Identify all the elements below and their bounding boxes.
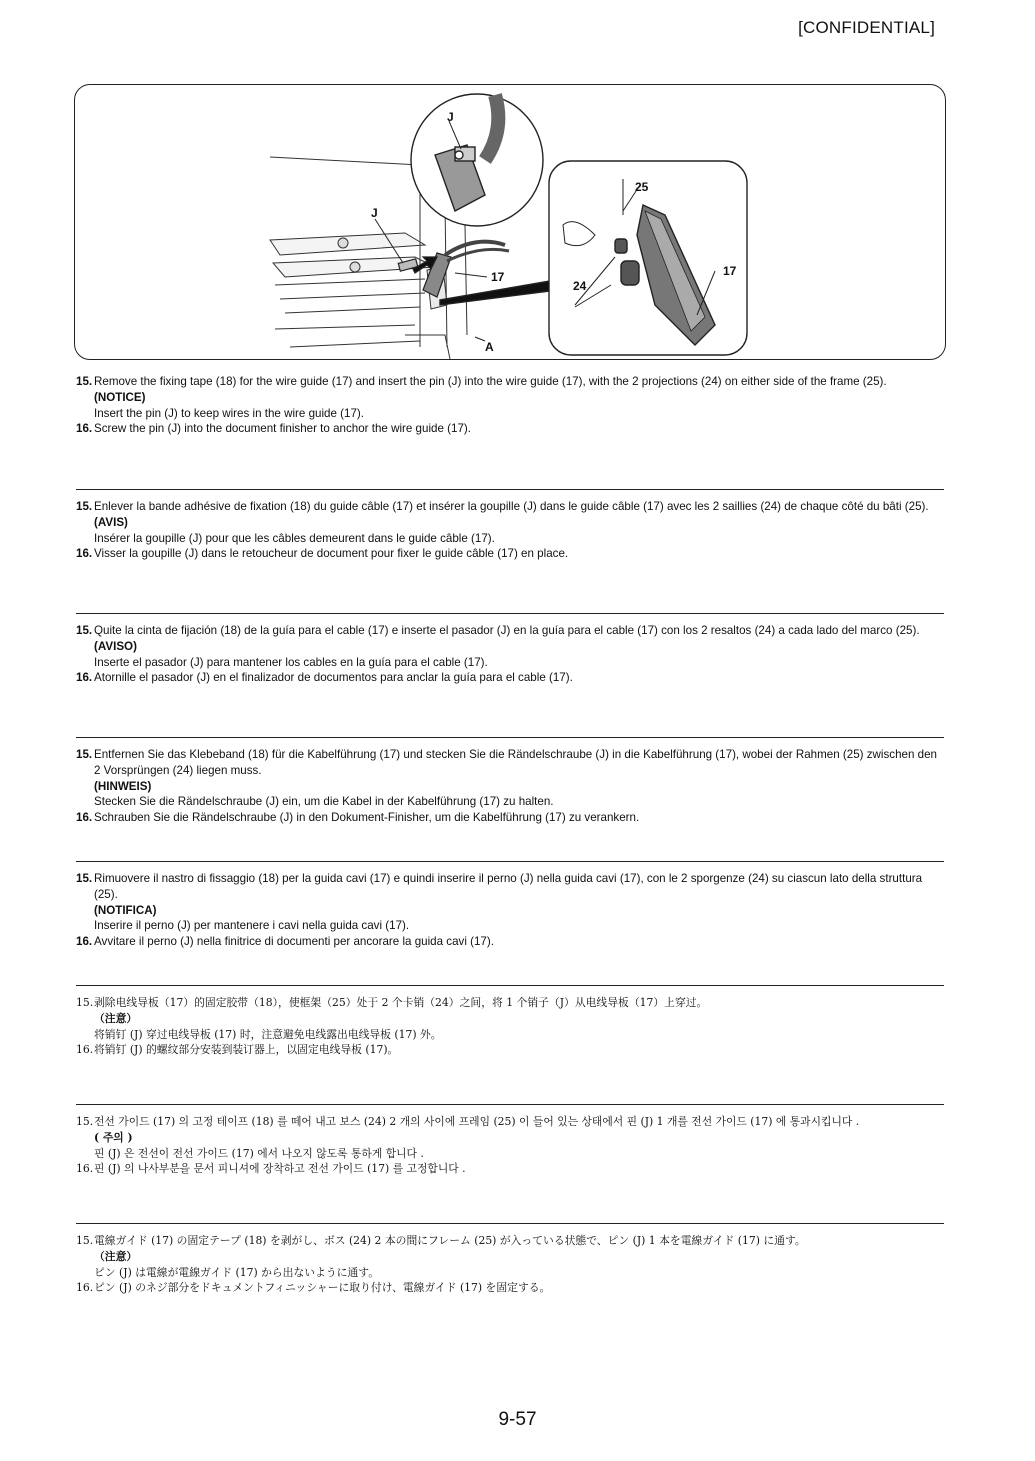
step-number: 16. [76,1281,94,1295]
step-16-text: ピン (J) のネジ部分をドキュメントフィニッシャーに取り付け、電線ガイド (17) を固定する。 [94,1281,551,1295]
instructions-korean [76,1104,944,1177]
step-16-text: Screw the pin (J) into the document finisher to anchor the wire guide (17). [94,422,471,436]
notice-text: Insert the pin (J) to keep wires in the wire guide (17). [94,406,365,420]
label-25: 25 [635,180,649,194]
step-number: 15. [76,1115,94,1128]
instructions-german [76,737,944,826]
confidential-header: [CONFIDENTIAL] [798,18,935,37]
notice-text: 将销钉 (J) 穿过电线导板 (17) 时，注意避免电线露出电线导板 (17) 外。 [94,1027,442,1041]
notice-title: (AVISO) [94,639,137,653]
instructions-english [76,374,944,437]
step-15-text: Remove the fixing tape (18) for the wire guide (17) and insert the pin (J) into the wire guide (17), with the 2 projections (24) on either side of the frame (25). [94,375,887,388]
step-16-text: Atornille el pasador (J) en el finalizador de documentos para anclar la guía para el cable (17). [94,671,573,685]
notice-text: Inserire il perno (J) per mantenere i cavi nella guida cavi (17). [94,919,410,933]
step-15-text: Entfernen Sie das Klebeband (18) für die Kabelführung (17) und stecken Sie die Rändelschraube (J) in die Kabelführung (17), wobei der Rahmen (25) zwischen den 2 Vorsprüngen (24) liegen muss. [94,748,937,777]
step-16-text: Avvitare il perno (J) nella finitrice di documenti per ancorare la guida cavi (17). [94,935,494,949]
label-j-main: J [371,206,378,220]
step-16-text: 将销钉 (J) 的螺纹部分安装到装订器上，以固定电线导板 (17)。 [94,1043,399,1057]
step-15-text: 電線ガイド (17) の固定テープ (18) を剥がし、ボス (24) 2 本の間にフレーム (25) が入っている状態で、ピン (J) 1 本を電線ガイド (17) に通す。 [94,1234,806,1247]
notice-text: Stecken Sie die Rändelschraube (J) ein, um die Kabel in der Kabelführung (17) zu halten. [94,795,554,809]
notice-title: (NOTIFICA) [94,903,157,917]
step-number: 15. [76,748,93,761]
installation-illustration [74,84,946,360]
step-number: 15. [76,872,93,885]
page-number: 9-57 [498,1409,537,1430]
notice-text: 핀 (J) 은 전선이 전선 가이드 (17) 에서 나오지 않도록 통하게 합니다 . [94,1146,424,1160]
step-15-text: 剥除电线导板（17）的固定胶带（18），使框架（25）处于 2 个卡销（24）之间，将 1 个销子（J）从电线导板（17）上穿过。 [94,996,708,1009]
step-number: 16. [76,935,93,949]
step-number: 15. [76,1234,94,1247]
notice-title: (AVIS) [94,515,128,529]
step-15-text: 전선 가이드 (17) 의 고정 테이프 (18) 를 떼어 내고 보스 (24) 2 개의 사이에 프레임 (25) 이 들어 있는 상태에서 핀 (J) 1 개를 전선 가이드 (17) 에 통과시킵니다 . [94,1115,860,1128]
notice-text: ピン (J) は電線が電線ガイド (17) から出ないように通す。 [94,1265,379,1279]
notice-text: Inserte el pasador (J) para mantener los cables en la guía para el cable (17). [94,655,488,669]
step-15-text: Enlever la bande adhésive de fixation (18) du guide câble (17) et insérer la goupille (J) dans le guide câble (17) avec les 2 saillies (24) de chaque côté du bâti (25). [94,500,929,513]
step-number: 16. [76,547,93,561]
step-number: 15. [76,624,93,637]
notice-title: （注意） [94,1011,138,1025]
step-number: 15. [76,500,93,513]
label-17-main: 17 [491,270,505,284]
step-number: 15. [76,375,93,388]
zoom-callout-top [411,94,543,226]
notice-title: (NOTICE) [94,390,146,404]
notice-title: （注意） [94,1249,138,1263]
instructions-chinese [76,985,944,1058]
step-number: 16. [76,422,93,436]
step-number: 16. [76,811,93,825]
instructions-spanish [76,613,944,686]
instructions-french [76,489,944,562]
instructions-italian [76,861,944,950]
step-15-text: Quite la cinta de fijación (18) de la guía para el cable (17) e inserte el pasador (J) en la guía para el cable (17) con los 2 resaltos (24) a cada lado del marco (25). [94,624,920,637]
label-a: A [485,340,494,354]
step-number: 16. [76,671,93,685]
step-number: 16. [76,1162,94,1176]
instructions-japanese [76,1223,944,1296]
step-16-text: Schrauben Sie die Rändelschraube (J) in den Dokument-Finisher, um die Kabelführung (17) zu verankern. [94,811,640,825]
notice-title: ( 주의 ) [94,1130,133,1144]
label-24: 24 [573,279,587,293]
step-number: 15. [76,996,94,1009]
step-16-text: Visser la goupille (J) dans le retoucheur de document pour fixer le guide câble (17) en place. [94,547,569,561]
step-number: 16. [76,1043,94,1057]
step-16-text: 핀 (J) 의 나사부분을 문서 피니셔에 장착하고 전선 가이드 (17) 를 고정합니다 . [94,1162,466,1176]
notice-text: Insérer la goupille (J) pour que les câbles demeurent dans le guide câble (17). [94,531,495,545]
step-15-text: Rimuovere il nastro di fissaggio (18) per la guida cavi (17) e quindi inserire il perno (J) nella guida cavi (17), con le 2 sporgenze (24) su ciascun lato della struttura (25). [94,872,923,901]
label-j-callout: J [447,110,454,124]
notice-title: (HINWEIS) [94,779,152,793]
label-17-detail: 17 [723,264,737,278]
